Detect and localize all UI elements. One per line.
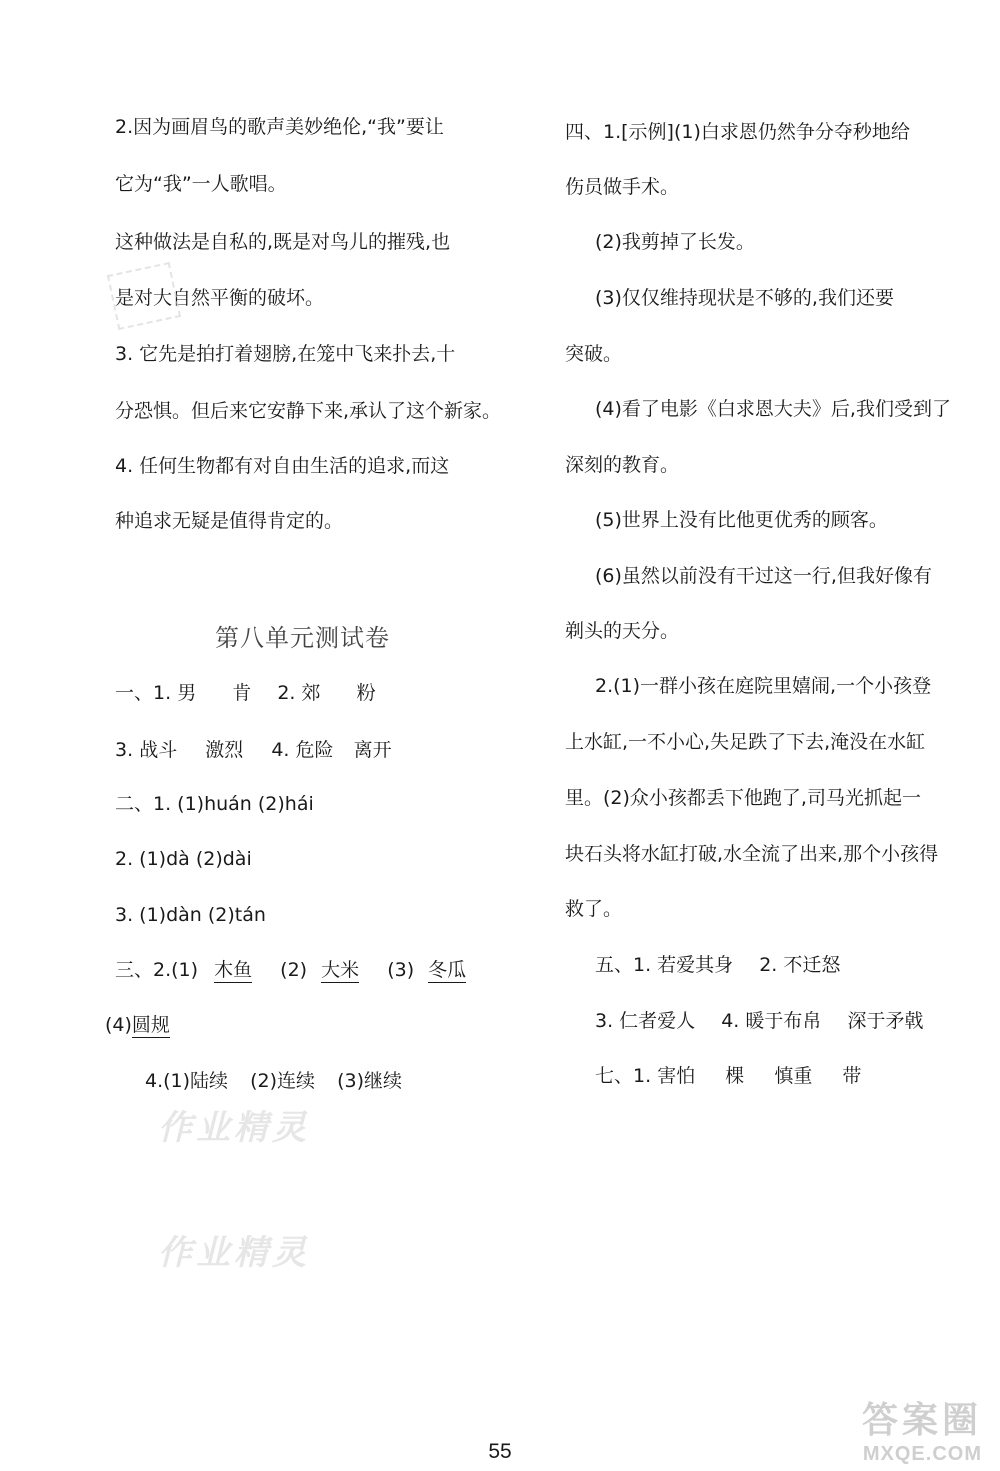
text-line: 分恐惧。但后来它安静下来,承认了这个新家。 — [115, 400, 502, 422]
answer-line-8: 七、1. 害怕 棵 慎重 带 — [595, 1065, 862, 1087]
corner-watermark — [782, 1392, 982, 1466]
text-line: 突破。 — [565, 343, 623, 365]
answer-line-6: 五、1. 若爱其身 2. 不迁怒 — [595, 954, 841, 976]
text-line: 块石头将水缸打破,水全流了出来,那个小孩得 — [565, 843, 939, 865]
text-line: (3)仅仅维持现状是不够的,我们还要 — [595, 287, 894, 309]
answer-line-3: 三、2.(1) 木鱼 (2) 大米 (3) 冬瓜 — [115, 959, 467, 981]
pinyin-line-2: 2. (1)dà (2)dài — [115, 848, 252, 870]
text-line: 里。(2)众小孩都丢下他跑了,司马光抓起一 — [565, 787, 921, 809]
answer-line-7: 3. 仁者爱人 4. 暖于布帛 深于矛戟 — [595, 1010, 924, 1032]
text-line: 救了。 — [565, 898, 623, 920]
text-line: 2.因为画眉鸟的歌声美妙绝伦,“我”要让 — [115, 116, 444, 138]
answer-line-4: (4)圆规 — [105, 1014, 170, 1036]
text-line: 种追求无疑是值得肯定的。 — [115, 510, 344, 532]
text-line: (6)虽然以前没有干过这一行,但我好像有 — [595, 565, 932, 587]
watermark-url: MXQE.COM — [862, 1443, 982, 1465]
watermark: 作业精灵 — [158, 1108, 310, 1148]
answer-line-2: 3. 战斗 激烈 4. 危险 离开 — [115, 739, 392, 761]
section-heading: 第八单元测试卷 — [215, 624, 390, 652]
answer-line-1: 一、1. 男 肯 2. 郊 粉 — [115, 682, 376, 704]
text-line: 伤员做手术。 — [565, 176, 680, 198]
faded-stamp — [107, 262, 181, 330]
text-line: 4. 任何生物都有对自由生活的追求,而这 — [115, 455, 450, 477]
watermark-logo: 答案圈 — [861, 1399, 982, 1440]
text-line: 上水缸,一不小心,失足跌了下去,淹没在水缸 — [565, 731, 926, 753]
text-line: 四、1.[示例](1)白求恩仍然争分夺秒地给 — [565, 121, 910, 143]
text-line: (2)我剪掉了长发。 — [595, 231, 755, 253]
text-line: 2.(1)一群小孩在庭院里嬉闹,一个小孩登 — [595, 675, 932, 697]
text-line: 是对大自然平衡的破坏。 — [115, 287, 325, 309]
text-line: 剃头的天分。 — [565, 620, 680, 642]
text-line: (5)世界上没有比他更优秀的顾客。 — [595, 509, 888, 531]
text-line: 这种做法是自私的,既是对鸟儿的摧残,也 — [115, 231, 451, 253]
text-line: 3. 它先是拍打着翅膀,在笼中飞来扑去,十 — [115, 343, 456, 365]
page-number: 55 — [488, 1440, 512, 1463]
pinyin-line-3: 3. (1)dàn (2)tán — [115, 904, 266, 926]
answer-line-5: 4.(1)陆续 (2)连续 (3)继续 — [145, 1070, 402, 1092]
text-line: 深刻的教育。 — [565, 454, 680, 476]
pinyin-line-1: 二、1. (1)huán (2)hái — [115, 793, 314, 815]
watermark: 作业精灵 — [158, 1233, 310, 1273]
text-line: 它为“我”一人歌唱。 — [115, 173, 287, 195]
text-line: (4)看了电影《白求恩大夫》后,我们受到了 — [595, 398, 951, 420]
